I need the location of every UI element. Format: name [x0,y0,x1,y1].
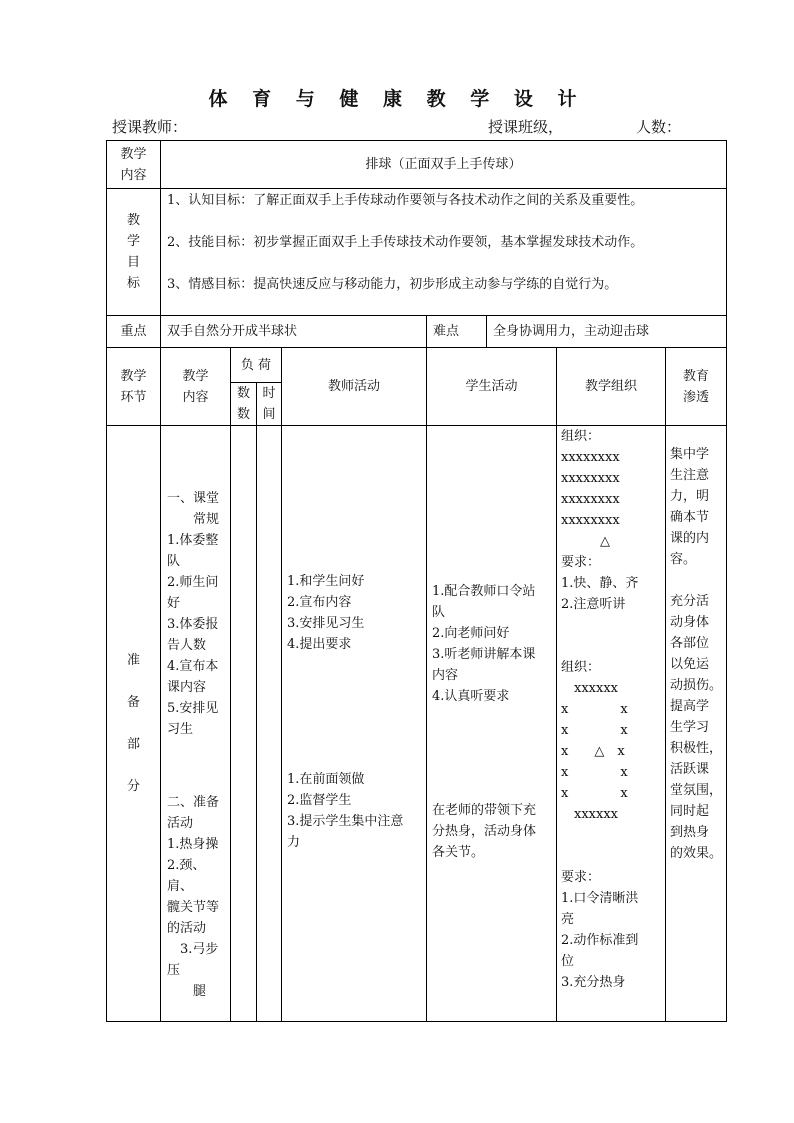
goals-list [161,189,727,316]
key-value: 双手自然分开成半球状 [161,316,427,348]
difficulty-value: 全身协调用力，主动迎击球 [487,316,727,348]
prep-education-text: 集中学 生注意 力，明 确本节 课的内 容。 充分活 动身体 各部位 以免运 动损伤。 提高学 生学习 积极性， 活跃课 堂氛围， 同时起 到热身 的效果。 [670,447,723,861]
prep-student-cell [427,426,557,1022]
prep-teacher-cell [282,426,427,1022]
prep-org-formation-1: 组织： xxxxxxxx xxxxxxxx xxxxxxxx xxxxxxxx △ 要求： 1.快、静、齐 2.注意听讲 [561,429,639,612]
key-row [107,316,727,348]
prep-section-row [107,426,727,1022]
class-label: 授课班级， [488,118,564,136]
prep-content-routine: 一、课堂 常规 1.体委整 队 2.师生问 好 3.体委报 告人数 4.宣布本 课内容 5.安排见 习生 [167,491,220,737]
prep-education-cell [666,426,727,1022]
column-header-row [107,348,727,383]
header-student: 学生活动 [427,348,557,426]
prep-stage-label: 准 备 部 分 [107,426,161,1022]
header-organization: 教学组织 [557,348,666,426]
prep-student-warmup: 在老师的带领下充 分热身，活动身体 各关节。 [432,803,537,860]
count-label: 人数： [636,118,682,136]
prep-org-formation-2: 组织： xxxxxx x x x x x △ x x x x x xxxxxx [561,660,628,822]
header-load: 负 荷 [231,348,282,383]
prep-content-warmup: 二、准备 活动 1.热身操 2.颈、肩、 髋关节等 的活动 3.弓步压 腿 [167,795,220,999]
goal-emotion: 3、情感目标：提高快速反应与移动能力，初步形成主动参与学练的自觉行为。 [167,277,618,292]
prep-teacher-routine: 1.和学生问好 2.宣布内容 3.安排见习生 4.提出要求 [287,574,365,652]
prep-load-count [231,426,257,1022]
goals-label: 教 学 目 标 [107,189,161,316]
prep-organization-cell [557,426,666,1022]
content-value: 排球（正面双手上手传球） [161,141,727,189]
goals-row [107,189,727,316]
header-teacher: 教师活动 [282,348,427,426]
content-row [107,141,727,189]
prep-teacher-warmup: 1.在前面领做 2.监督学生 3.提示学生集中注意 力 [287,772,404,850]
header-load-time: 时 间 [257,383,282,426]
prep-student-routine: 1.配合教师口令站 队 2.向老师问好 3.听老师讲解本课 内容 4.认真听要求 [432,584,536,704]
header-education: 教育 渗透 [666,348,727,426]
key-label: 重点 [107,316,161,348]
content-label: 教学 内容 [107,141,161,189]
header-content: 教学 内容 [161,348,231,426]
difficulty-label: 难点 [427,316,487,348]
goal-cognitive: 1、认知目标：了解正面双手上手传球动作要领与各技术动作之间的关系及重要性。 [167,193,644,208]
document-title: 体 育 与 健 康 教 学 设 计 [208,88,586,110]
lesson-plan-table [106,140,727,1022]
header-stage: 教学 环节 [107,348,161,426]
prep-content-cell [161,426,231,1022]
prep-load-time [257,426,282,1022]
prep-org-requirements: 要求： 1.口令清晰洪 亮 2.动作标准到 位 3.充分热身 [561,870,639,990]
teacher-label: 授课教师： [112,118,188,136]
goal-skill: 2、技能目标：初步掌握正面双手上手传球技术动作要领，基本掌握发球技术动作。 [167,235,644,250]
header-load-count: 数 数 [231,383,257,426]
